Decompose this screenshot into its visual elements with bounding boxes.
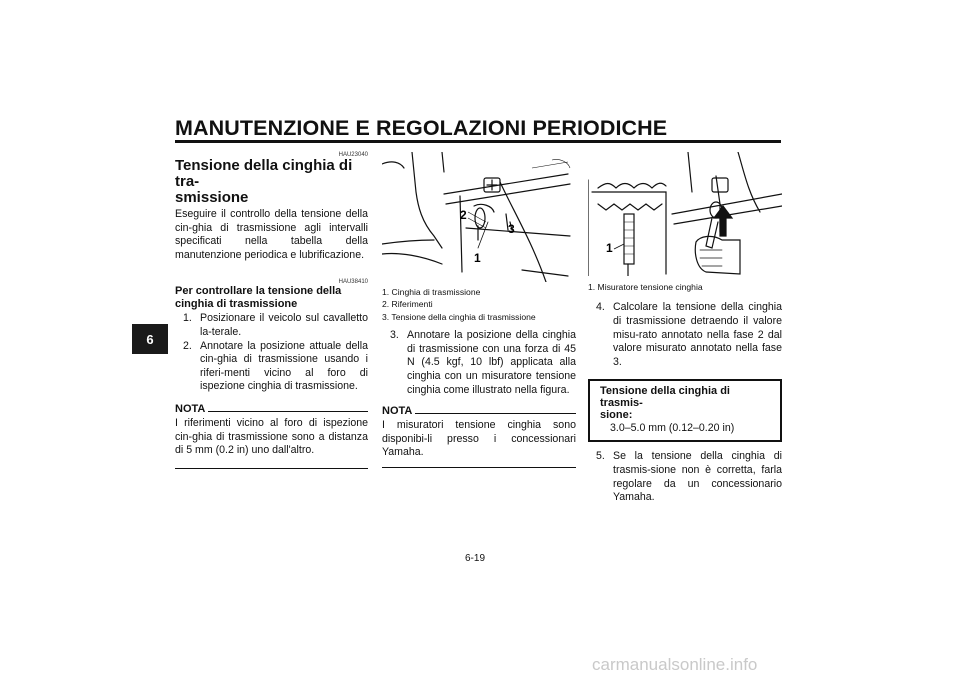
- step-number: 5.: [596, 450, 605, 463]
- header-rule: [175, 140, 781, 143]
- step-3: [382, 329, 576, 397]
- nota-text: I riferimenti vicino al foro di ispezione cin-ghia di trasmissione sono a distanza di 5 mm (0.2 in) uno dall'altro.: [175, 416, 368, 457]
- belt-marks-figure: [382, 152, 576, 282]
- step-text: Calcolare la tensione della cinghia di trasmissione detraendo il valore misu-rato annotato nella fase 2 dal valore misurato annotato nella fase 3.: [613, 301, 782, 368]
- nota-heading: [175, 403, 368, 415]
- step-2: [183, 340, 368, 394]
- nota-end-rule: [175, 468, 368, 469]
- nota-heading: [382, 405, 576, 417]
- nota-end-rule: [382, 467, 576, 468]
- intro-paragraph: Eseguire il controllo della tensione della cin-ghia di trasmissione agli intervalli specificati nella tabella della manutenzione periodica e lubrificazione.: [175, 208, 368, 261]
- figure-label-1: 1: [606, 241, 613, 255]
- column-1: [175, 152, 368, 469]
- section-title: Tensione della cinghia di tra- smissione: [175, 157, 353, 206]
- spec-title: Tensione della cinghia di trasmis- sione:: [600, 385, 730, 422]
- column-2: [382, 286, 576, 468]
- spec-box: [588, 379, 782, 442]
- subsection-title: Per controllare la tensione della cinghia di trasmissione: [175, 285, 342, 311]
- step-number: 1.: [183, 312, 192, 325]
- figure-label-1: 1: [474, 251, 481, 265]
- nota-label: NOTA: [175, 402, 206, 415]
- spec-value: 3.0–5.0 mm (0.12–0.20 in): [610, 422, 735, 435]
- column-3: [588, 281, 782, 505]
- section-code: HAU23040: [338, 152, 368, 158]
- step-number: 4.: [596, 301, 605, 314]
- figure-caption-3: 3. Tensione della cinghia di trasmissione: [382, 311, 536, 322]
- page-title: MANUTENZIONE E REGOLAZIONI PERIODICHE: [175, 116, 668, 140]
- nota-text: I misuratori tensione cinghia sono disponibi-li presso i concessionari Yamaha.: [382, 419, 576, 459]
- watermark: carmanualsonline.info: [592, 655, 758, 674]
- step-number: 3.: [390, 329, 399, 342]
- figure-caption-2: 2. Riferimenti: [382, 299, 433, 310]
- step-text: Annotare la posizione della cinghia di trasmissione con una forza di 45 N (4.5 kgf, 10 lbf) applicata alla cinghia con un misuratore tensione cinghia come illustrato nella figura.: [407, 329, 576, 396]
- nota-label: NOTA: [382, 405, 413, 418]
- tension-gauge-figure: [588, 152, 782, 276]
- figure-caption-1: 1. Misuratore tensione cinghia: [588, 282, 703, 292]
- figure-label-3: 3: [508, 222, 515, 236]
- step-text: Se la tensione della cinghia di trasmis-sione non è corretta, farla regolare da un concessionario Yamaha.: [613, 450, 782, 504]
- step-4: [588, 301, 782, 369]
- page-number: 6-19: [465, 553, 486, 564]
- figure-caption-1: 1. Cinghia di trasmissione: [382, 287, 481, 297]
- subsection-code: HAU38410: [338, 279, 368, 286]
- step-text: Annotare la posizione attuale della cin-ghia di trasmissione usando i riferi-menti vicino al foro di ispezione cinghia di trasmissione.: [200, 339, 368, 393]
- step-number: 2.: [183, 339, 192, 352]
- step-list: [175, 312, 368, 394]
- step-text: Posizionare il veicolo sul cavalletto la-terale.: [200, 312, 368, 338]
- step-1: [183, 312, 368, 339]
- step-5: [588, 450, 782, 504]
- chapter-tab[interactable]: 6: [132, 324, 168, 354]
- figure-label-2: 2: [460, 208, 467, 222]
